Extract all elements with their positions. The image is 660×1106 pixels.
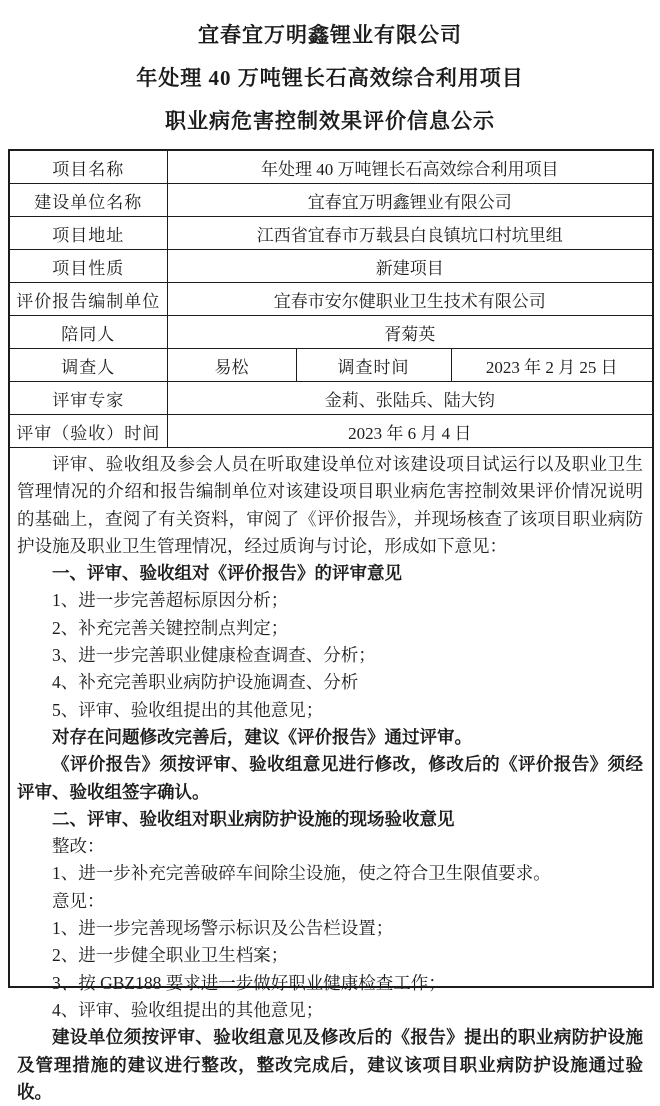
- project-name-label: 项目名称: [9, 150, 167, 184]
- review-time-value: 2023 年 6 月 4 日: [167, 415, 653, 448]
- investigator-label: 调查人: [9, 349, 167, 382]
- report-agency-value: 宜春市安尔健职业卫生技术有限公司: [167, 283, 653, 316]
- opinion-section1-item-2: 2、补充完善关键控制点判定；: [52, 617, 289, 638]
- survey-time-label: 调查时间: [296, 349, 451, 382]
- document-title-block: [0, 0, 660, 143]
- opinion-suggestions-label: 意见：: [52, 890, 105, 911]
- opinion-section1-item-4: 4、补充完善职业病防护设施调查、分析: [52, 672, 359, 693]
- review-time-label: 评审（验收）时间: [9, 415, 167, 448]
- review-experts-value: 金莉、张陆兵、陆大钧: [167, 382, 653, 415]
- company-name-title: 宜春宜万明鑫锂业有限公司: [198, 23, 462, 47]
- builder-name-value: 宜春宜万明鑫锂业有限公司: [167, 184, 653, 217]
- review-experts-label: 评审专家: [9, 382, 167, 415]
- project-address-value: 江西省宜春市万载县白良镇坑口村坑里组: [167, 217, 653, 250]
- opinion-text-block: [17, 451, 644, 1102]
- opinion-suggestion-item-2: 2、进一步健全职业卫生档案；: [52, 945, 289, 966]
- opinion-pass-review-statement: 对存在问题修改完善后，建议《评价报告》通过评审。: [52, 726, 472, 747]
- table-row-opinion: [9, 448, 653, 988]
- opinion-section2-heading: 二、评审、验收组对职业病防护设施的现场验收意见: [52, 808, 455, 829]
- opinion-intro-paragraph: 评审、验收组及参会人员在听取建设单位对该建设项目试运行以及职业卫生管理情况的介绍和报告编制单位对该建设项目职业病危害控制效果评价情况说明的基础上，查阅了有关资料，审阅了《评价报告》，并现场核查了该项目职业病防护设施及职业卫生管理情况，经过质询与讨论，形成如下意见：: [17, 454, 644, 556]
- table-row-builder-name: [9, 184, 653, 217]
- investigator-value: 易松: [167, 349, 296, 382]
- opinion-section1-item-3: 3、进一步完善职业健康检查调查、分析；: [52, 645, 376, 666]
- table-row-accompanying-person: [9, 316, 653, 349]
- opinion-suggestion-item-3: 3、按 GBZ188 要求进一步做好职业健康检查工作；: [52, 972, 446, 993]
- project-info-table: [8, 149, 654, 1102]
- table-row-review-time: [9, 415, 653, 448]
- report-agency-label: 评价报告编制单位: [9, 283, 167, 316]
- table-row-investigator: [9, 349, 653, 382]
- project-name-title: 年处理 40 万吨锂长石高效综合利用项目: [136, 66, 524, 90]
- opinion-suggestion-item-4: 4、评审、验收组提出的其他意见；: [52, 999, 324, 1020]
- opinion-section1-item-5: 5、评审、验收组提出的其他意见；: [52, 699, 324, 720]
- accompanying-person-value: 胥菊英: [167, 316, 653, 349]
- builder-name-label: 建设单位名称: [9, 184, 167, 217]
- opinion-rectification-label: 整改：: [52, 836, 105, 857]
- project-name-value: 年处理 40 万吨锂长石高效综合利用项目: [167, 150, 653, 184]
- table-row-report-agency: [9, 283, 653, 316]
- survey-time-value: 2023 年 2 月 25 日: [451, 349, 653, 382]
- table-row-project-name: [9, 150, 653, 184]
- project-nature-value: 新建项目: [167, 250, 653, 283]
- project-nature-label: 项目性质: [9, 250, 167, 283]
- opinion-final-conclusion: 建设单位须按评审、验收组意见及修改后的《报告》提出的职业病防护设施及管理措施的建议进行整改，整改完成后，建议该项目职业病防护设施通过验收。: [17, 1027, 644, 1102]
- opinion-cell: [9, 448, 653, 1102]
- table-row-project-nature: [9, 250, 653, 283]
- opinion-suggestion-item-1: 1、进一步完善现场警示标识及公告栏设置；: [52, 918, 394, 939]
- opinion-section1-item-1: 1、进一步完善超标原因分析；: [52, 590, 289, 611]
- opinion-section1-heading: 一、评审、验收组对《评价报告》的评审意见: [52, 563, 402, 584]
- project-address-label: 项目地址: [9, 217, 167, 250]
- table-row-review-experts: [9, 382, 653, 415]
- accompanying-person-label: 陪同人: [9, 316, 167, 349]
- table-row-project-address: [9, 217, 653, 250]
- opinion-revision-statement: 《评价报告》须按评审、验收组意见进行修改，修改后的《评价报告》须经评审、验收组签字确认。: [17, 754, 644, 802]
- notice-type-title: 职业病危害控制效果评价信息公示: [165, 109, 495, 133]
- opinion-rectification-item-1: 1、进一步补充完善破碎车间除尘设施，使之符合卫生限值要求。: [52, 863, 551, 884]
